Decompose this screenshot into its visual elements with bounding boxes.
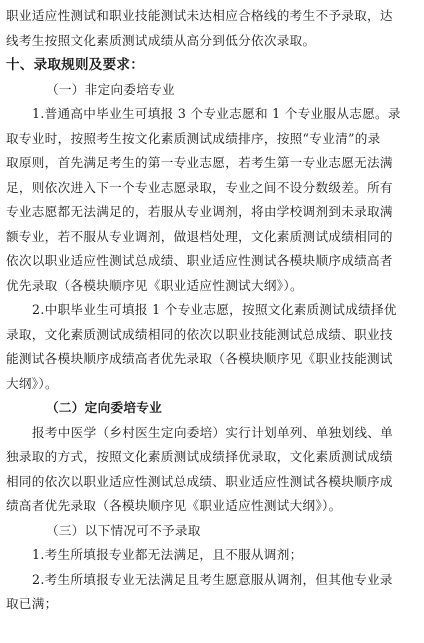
text-line: 录取，文化素质测试成绩相同的依次以职业技能测试总成绩、职业技 [6, 326, 393, 342]
text-line: 绩高者优先录取（各模块顺序见《职业适应性测试大纲》）。 [6, 498, 342, 513]
subsection-heading: （二）定向委培专业 [46, 400, 163, 415]
section-heading: 十、录取规则及要求： [6, 57, 144, 73]
text-line: 取专业时，按照考生按文化素质测试成绩排序，按照“专业清”的录 [6, 130, 381, 146]
subsection-heading: （三）以下情况可不予录取 [46, 522, 201, 538]
text-line: 1.普通高中毕业生可填报 3 个专业志愿和 1 个专业服从志愿。录 [32, 106, 401, 121]
text-line: 1.考生所填报专业都无法满足，且不服从调剂； [32, 547, 303, 562]
subsection-heading: （一）非定向委培专业 [46, 81, 175, 97]
text-line: 报考中医学（乡村医生定向委培）实行计划单列、单独划线、单 [32, 424, 394, 440]
text-line: 额专业，若不服从专业调剂，做退档处理，文化素质测试成绩相同的 [6, 228, 393, 244]
text-line: 能测试各模块顺序成绩高者优先录取（各模块顺序见《职业技能测试 [6, 351, 393, 366]
text-line: 2.考生所填报专业无法满足且考生愿意服从调剂，但其他专业录 [32, 571, 393, 587]
text-line: 职业适应性测试和职业技能测试未达相应合格线的考生不予录取，达 [6, 8, 393, 23]
text-line: 独录取的方式，按照文化素质测试成绩择优录取，文化素质测试成绩 [6, 449, 393, 464]
text-line: 大纲》）。 [6, 375, 58, 391]
text-line: 专业志愿都无法满足的，若服从专业调剂，将由学校调剂到未录取满 [6, 204, 393, 219]
text-line: 足，则依次进入下一个专业志愿录取，专业之间不设分数级差。所有 [6, 179, 393, 195]
text-line: 取原则，首先满足考生的第一专业志愿，若考生第一专业志愿无法满 [6, 155, 393, 170]
text-line: 取已满； [6, 596, 58, 611]
text-line: 相同的依次以职业适应性测试总成绩、职业适应性测试各模块顺序成 [6, 473, 393, 489]
text-line: 线考生按照文化素质测试成绩从高分到低分依次录取。 [6, 32, 316, 48]
text-line: 优先录取（各模块顺序见《职业适应性测试大纲》）。 [6, 277, 303, 293]
text-line: 2.中职毕业生可填报 1 个专业志愿，按照文化素质测试成绩择优 [32, 302, 397, 317]
text-line: 依次以职业适应性测试总成绩、职业适应性测试各模块顺序成绩高者 [6, 253, 393, 268]
